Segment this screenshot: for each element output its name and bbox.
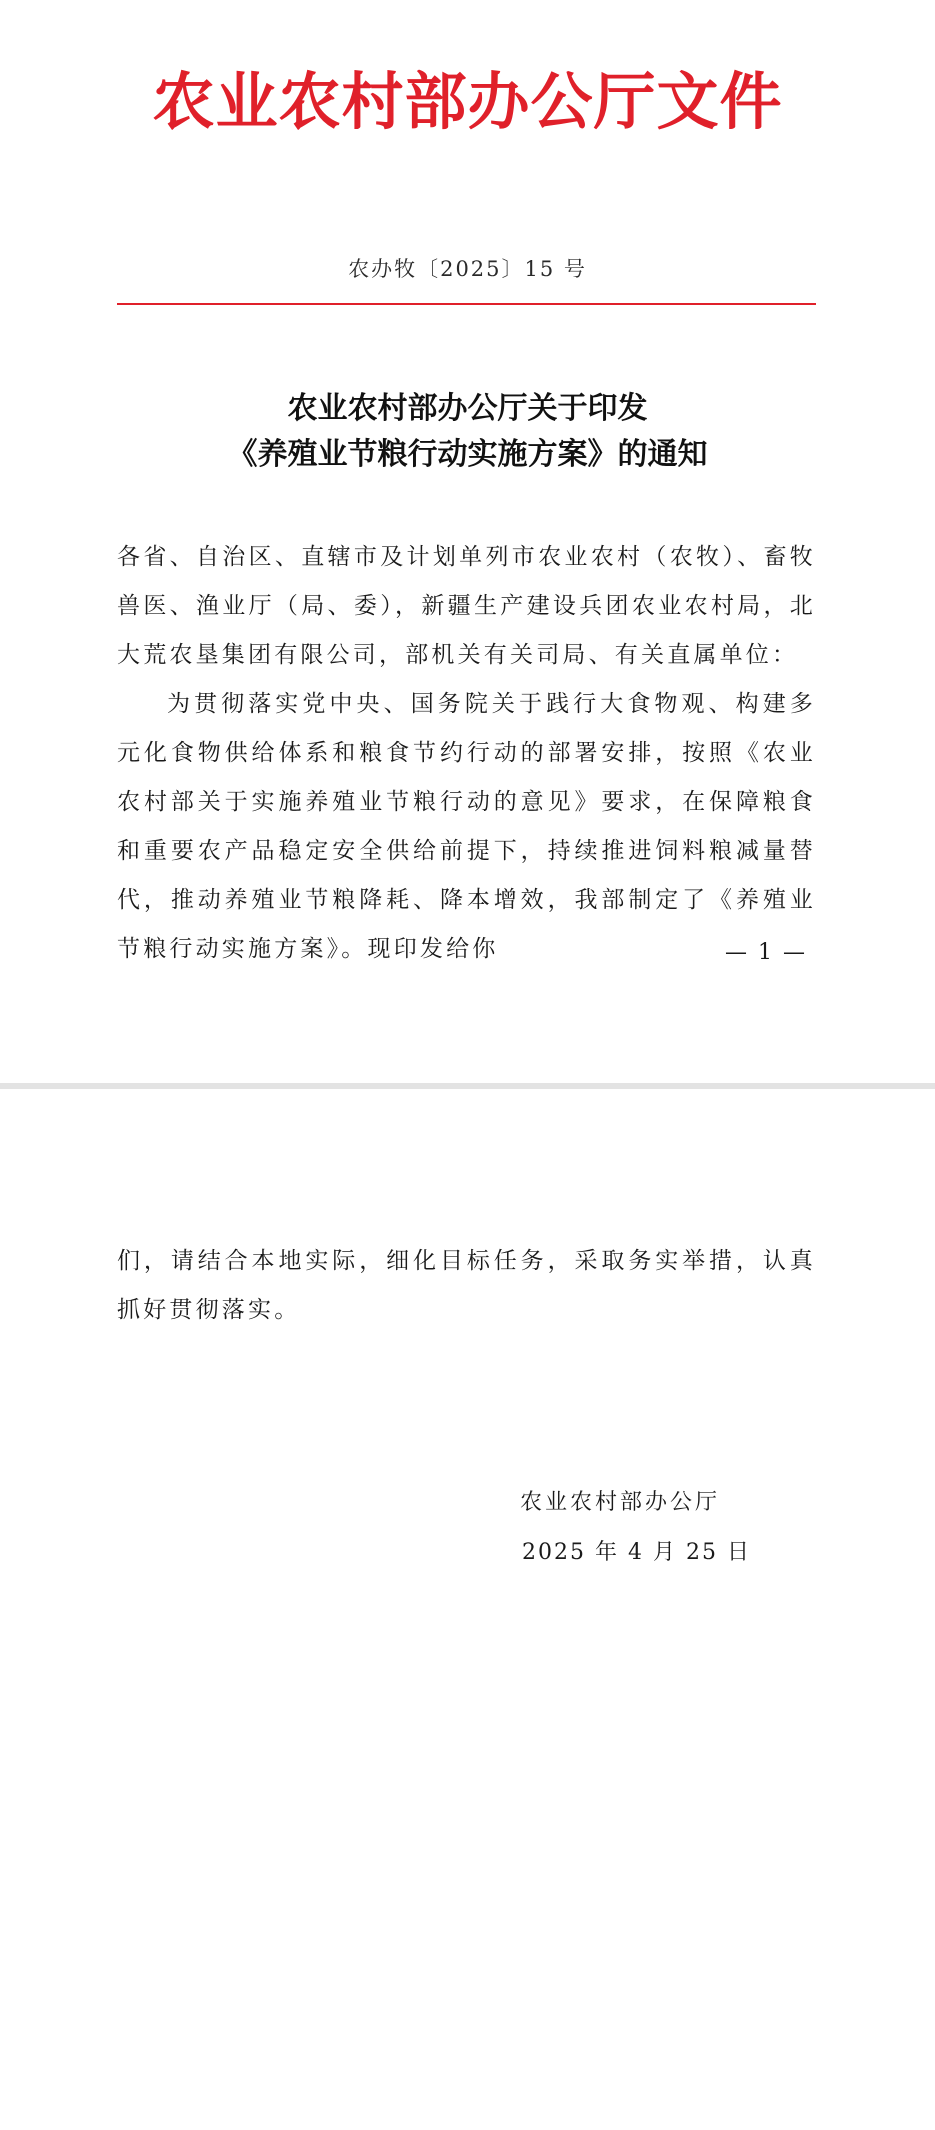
document-page-2 [0, 1089, 935, 2130]
red-divider-line [117, 303, 816, 305]
document-title [0, 386, 935, 478]
signature-date: 2025 年 4 月 25 日 [522, 1540, 751, 1565]
body-paragraph-continued: 们，请结合本地实际，细化目标任务，采取务实举措，认真抓好贯彻落实。 [117, 1248, 816, 1323]
document-masthead: 农业农村部办公厅文件 [152, 65, 783, 138]
page-number: — 1 — [725, 940, 807, 965]
title-line-1: 农业农村部办公厅关于印发 [287, 391, 648, 426]
body-paragraph-1: 为贯彻落实党中央、国务院关于践行大食物观、构建多元化食物供给体系和粮食节约行动的部署安排，按照《农业农村部关于实施养殖业节粮行动的意见》要求，在保障粮食和重要农产品稳定安全供给前提下，持续推进饲料粮减量替代，推动养殖业节粮降耗、降本增效，我部制定了《养殖业节粮行动实施方案》。现印发给你 [117, 691, 816, 962]
signature-organization: 农业农村部办公厅 [520, 1490, 721, 1515]
title-line-2: 《养殖业节粮行动实施方案》的通知 [227, 437, 708, 472]
addressee-paragraph: 各省、自治区、直辖市及计划单列市农业农村（农牧）、畜牧兽医、渔业厅（局、委），新疆生产建设兵团农业农村局，北大荒农垦集团有限公司，部机关有关司局、有关直属单位： [117, 544, 816, 668]
document-number: 农办牧〔2025〕15 号 [348, 257, 587, 281]
